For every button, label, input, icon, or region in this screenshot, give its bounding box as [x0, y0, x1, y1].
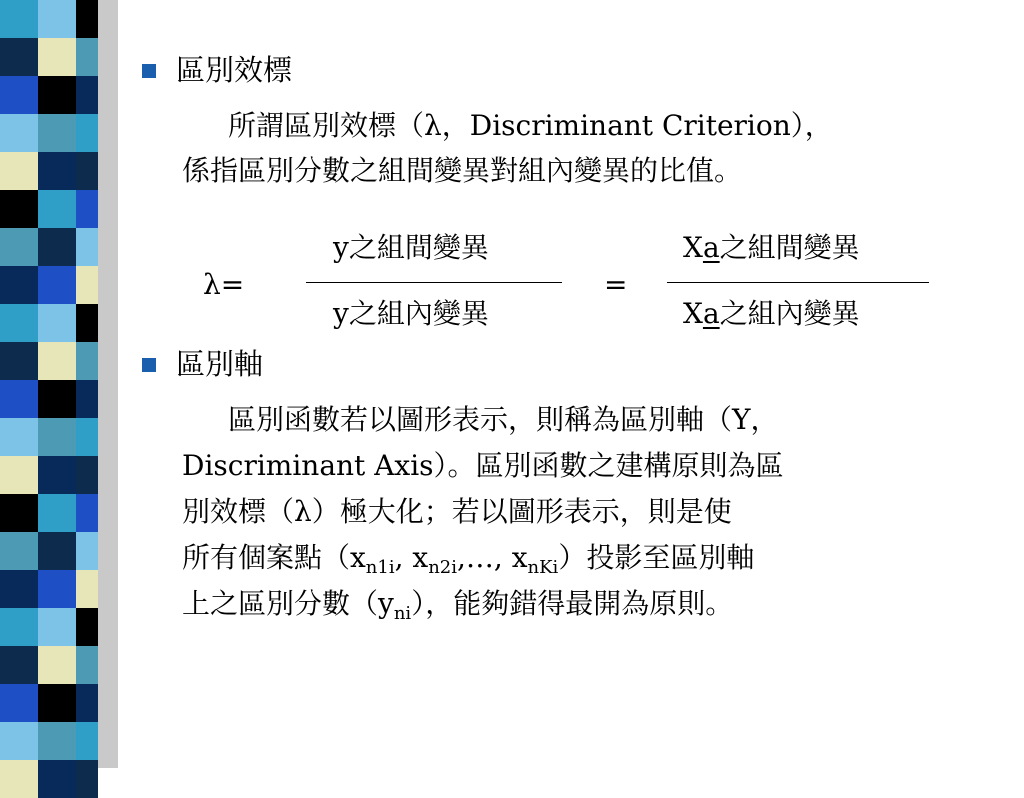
strip-block: [76, 228, 98, 266]
strip-block: [38, 456, 76, 494]
strip-block: [0, 646, 38, 684]
strip-block: [38, 190, 76, 228]
strip-block: [76, 76, 98, 114]
strip-block: [38, 418, 76, 456]
strip-block: [76, 418, 98, 456]
strip-block: [76, 684, 98, 722]
strip-block: [0, 342, 38, 380]
strip-block: [38, 38, 76, 76]
formula-equals: =: [604, 268, 628, 301]
section-heading: 區別軸: [176, 347, 264, 381]
strip-block: [76, 114, 98, 152]
strip-block: [38, 152, 76, 190]
strip-block: [0, 760, 38, 798]
strip-block: [0, 456, 38, 494]
strip-block: [0, 722, 38, 760]
strip-block: [38, 494, 76, 532]
strip-block: [76, 380, 98, 418]
body-line: 所有個案點（$x_{n1i}$, $x_{n2i},\dots$, $x_{nKi}$）投影至區別軸: [182, 541, 755, 578]
strip-block: [0, 152, 38, 190]
strip-block: [0, 0, 38, 38]
fraction-1-denominator: y之組內變異: [333, 297, 489, 330]
strip-block: [38, 0, 76, 38]
strip-block: [38, 532, 76, 570]
fraction-1-numerator: y之組間變異: [333, 231, 489, 264]
decorative-side-strip: [0, 0, 118, 768]
formula-lambda-equals: λ=: [203, 268, 245, 301]
body-line: 所謂區別效標（λ，Discriminant Criterion），: [228, 109, 833, 142]
strip-block: [76, 570, 98, 608]
strip-block: [0, 494, 38, 532]
strip-block: [76, 266, 98, 304]
strip-block: [76, 38, 98, 76]
strip-block: [38, 266, 76, 304]
strip-block: [0, 266, 38, 304]
strip-block: [38, 646, 76, 684]
body-line: 區別函數若以圖形表示，則稱為區別軸（Y，: [228, 403, 779, 436]
strip-block: [0, 190, 38, 228]
strip-block: [38, 380, 76, 418]
strip-block: [38, 684, 76, 722]
strip-block: [76, 342, 98, 380]
strip-block: [38, 570, 76, 608]
strip-block: [0, 228, 38, 266]
strip-block: [76, 494, 98, 532]
strip-block: [0, 418, 38, 456]
body-line: 別效標（λ）極大化；若以圖形表示，則是使: [182, 495, 732, 528]
strip-block: [38, 228, 76, 266]
strip-block: [38, 608, 76, 646]
strip-block: [0, 304, 38, 342]
strip-block: [76, 532, 98, 570]
section-heading: 區別效標: [176, 53, 293, 87]
strip-block: [38, 304, 76, 342]
fraction-2-denominator: Xa之組內變異: [683, 297, 860, 330]
strip-block: [76, 646, 98, 684]
strip-block: [38, 760, 76, 798]
strip-rail: [98, 0, 118, 768]
fraction-2-bar: [667, 282, 929, 283]
strip-block: [76, 190, 98, 228]
strip-block: [76, 0, 98, 38]
bullet-square-icon: [142, 64, 156, 78]
bullet-item-axis: [142, 348, 263, 380]
strip-block: [0, 38, 38, 76]
strip-block: [76, 760, 98, 798]
strip-block: [76, 722, 98, 760]
fraction-2-numerator: Xa之組間變異: [683, 231, 860, 264]
strip-block: [0, 76, 38, 114]
strip-block: [76, 456, 98, 494]
strip-block: [38, 722, 76, 760]
strip-block: [38, 76, 76, 114]
bullet-item-criterion: [142, 54, 292, 86]
body-line: Discriminant Axis）。區別函數之建構原則為區: [182, 449, 784, 482]
body-line: 上之區別分數$(y_{ni})$，能夠錯得最開為原則。: [182, 587, 734, 624]
strip-block: [0, 532, 38, 570]
strip-block: [0, 380, 38, 418]
strip-block: [0, 114, 38, 152]
strip-block: [0, 684, 38, 722]
strip-block: [38, 342, 76, 380]
strip-block: [38, 114, 76, 152]
strip-block: [0, 570, 38, 608]
strip-block: [0, 608, 38, 646]
strip-block: [76, 608, 98, 646]
fraction-1-bar: [306, 282, 562, 283]
strip-block: [76, 152, 98, 190]
strip-block: [76, 304, 98, 342]
bullet-square-icon: [142, 358, 156, 372]
body-line: 係指區別分數之組間變異對組內變異的比值。: [182, 154, 743, 187]
